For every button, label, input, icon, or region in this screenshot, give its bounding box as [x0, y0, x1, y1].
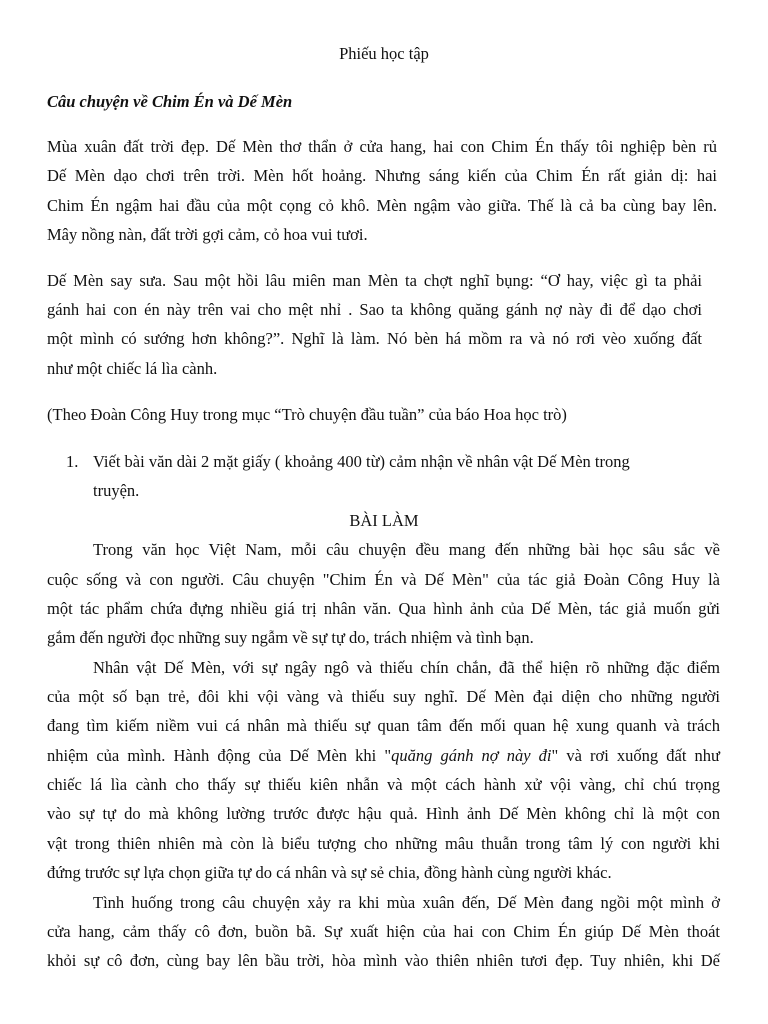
essay-p2-line: của một số bạn trẻ, đôi khi vội vàng và thiếu suy nghĩ. Dế Mèn đại diện cho những người: [47, 687, 720, 706]
story-p2-line: một mình có sướng hơn không?”. Nghĩ là làm. Nó bèn há mồm ra và nó rơi vèo xuống đất: [47, 329, 702, 348]
essay-p1-line: Trong văn học Việt Nam, mỗi câu chuyện đều mang đến những bài học sâu sắc về: [93, 540, 720, 559]
story-p1-line: Chim Én ngậm hai đầu của một cọng cỏ khô. Mèn ngậm vào giữa. Thế là cả ba cùng bay lên.: [47, 196, 717, 215]
essay-p2-line: Nhân vật Dế Mèn, với sự ngây ngô và thiếu chín chắn, đã thể hiện rõ những đặc điểm: [93, 658, 720, 677]
essay-p2-text: nhiệm của mình. Hành động của Dế Mèn khi ": [47, 746, 392, 765]
essay-p3-line: Tình huống trong câu chuyện xảy ra khi mùa xuân đến, Dế Mèn đang ngồi một mình ở: [93, 893, 720, 912]
document-title: Phiếu học tập: [339, 44, 429, 63]
essay-p1-line: một tác phẩm chứa đựng nhiều giá trị nhân văn. Qua hình ảnh của Dế Mèn, tác giả muốn gửi: [47, 599, 720, 618]
essay-p3-line: cửa hang, cảm thấy cô đơn, buồn bã. Sự xuất hiện của hai con Chim Én giúp Dế Mèn thoát: [47, 922, 720, 941]
essay-p1-line: gắm đến người đọc những suy ngẫm về sự tự do, trách nhiệm và tình bạn.: [47, 628, 534, 647]
essay-p2-line: đang tìm kiếm niềm vui cá nhân mà thiếu sự quan tâm đến mối quan hệ xung quanh và trách: [47, 716, 720, 735]
essay-p1-line: cuộc sống và con người. Câu chuyện "Chim Én và Dế Mèn" của tác giả Đoàn Công Huy là: [47, 570, 720, 589]
story-p2-line: như một chiếc lá lìa cành.: [47, 359, 218, 378]
story-p2-line: Dế Mèn say sưa. Sau một hồi lâu miên man Mèn ta chợt nghĩ bụng: “Ơ hay, việc gì ta phải: [47, 271, 702, 290]
story-title: Câu chuyện về Chim Én và Dế Mèn: [47, 92, 293, 111]
essay-heading: BÀI LÀM: [349, 511, 419, 530]
task-text-line: truyện.: [93, 481, 140, 500]
essay-p2-line: vật trong thiên nhiên mà còn là biểu tượng cho những mâu thuẫn trong tâm lý con người khi: [47, 834, 720, 853]
essay-p2-text: " và rơi xuống đất như: [551, 746, 721, 765]
essay-p2-line: đứng trước sự lựa chọn giữa tự do cá nhân và sự sẻ chia, đồng hành cùng người khác.: [47, 863, 612, 882]
essay-p2-line: [47, 746, 720, 766]
story-p1-line: Mùa xuân đất trời đẹp. Dế Mèn thơ thẩn ở cửa hang, hai con Chim Én thấy tôi nghiệp bèn rủ: [47, 137, 717, 156]
task-number: 1.: [66, 452, 79, 471]
task-text-line: Viết bài văn dài 2 mặt giấy ( khoảng 400 từ) cảm nhận về nhân vật Dế Mèn trong: [93, 452, 630, 471]
story-p1-line: Mây nồng nàn, đất trời gợi cảm, cỏ hoa vui tươi.: [47, 225, 368, 244]
story-p2-line: gánh hai con én này trên vai cho mệt nhỉ . Sao ta không quăng gánh nợ này đi để dạo chơi: [47, 300, 702, 319]
story-p1-line: Dế Mèn dạo chơi trên trời. Mèn hốt hoảng. Nhưng sáng kiến của Chim Én rất giản dị: hai: [47, 166, 717, 185]
story-source: (Theo Đoàn Công Huy trong mục “Trò chuyện đầu tuần” của báo Hoa học trò): [47, 405, 567, 424]
essay-p2-line: vào sự tự do mà không lường trước được hậu quả. Hình ảnh Dế Mèn không chỉ là một con: [47, 804, 720, 823]
essay-p3-line: khỏi sự cô đơn, cùng bay lên bầu trời, hòa mình vào thiên nhiên tươi đẹp. Tuy nhiên, khi Dế: [47, 951, 720, 970]
essay-p2-line: chiếc lá lìa cành cho thấy sự thiếu kiên nhẫn và một cách hành xử vội vàng, chỉ chú trọng: [47, 775, 720, 794]
essay-quote: quăng gánh nợ này đi: [391, 746, 552, 765]
